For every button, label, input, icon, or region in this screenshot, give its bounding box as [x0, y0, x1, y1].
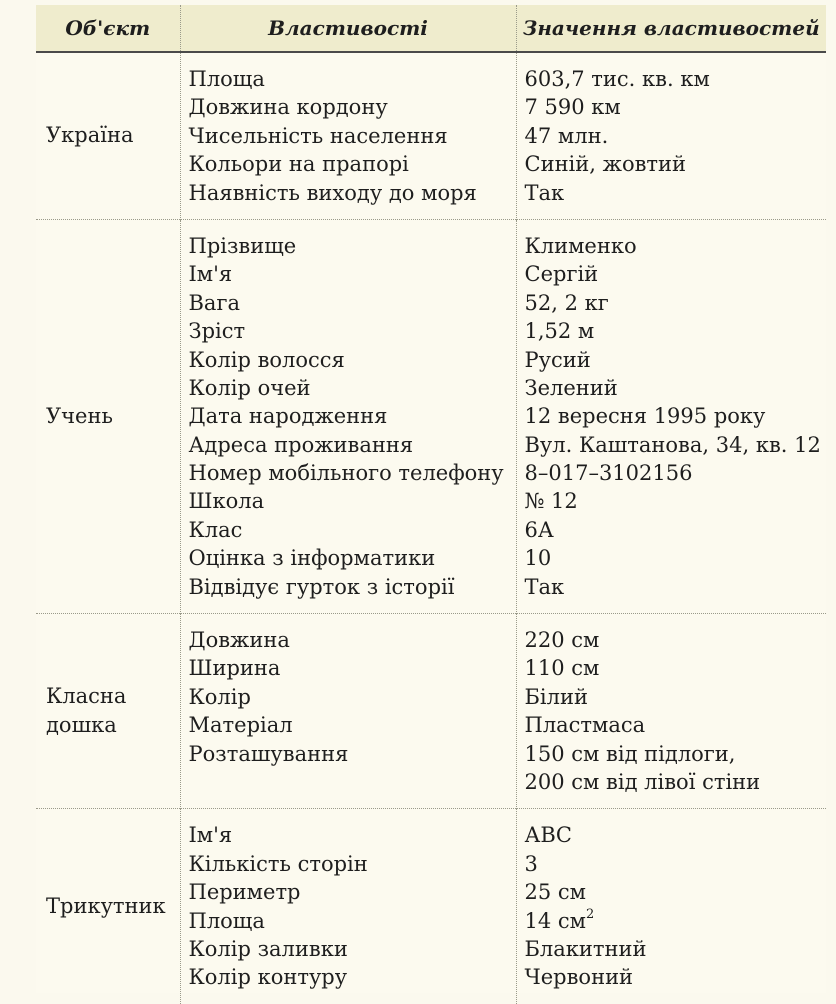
- property-value-text: 25 см: [524, 880, 586, 905]
- property-name: Кольори на прапорі: [188, 152, 409, 177]
- property-value-text: Так: [524, 180, 565, 205]
- property-name: Оцінка з інформатики: [188, 546, 436, 571]
- property-value-text: Русий: [524, 347, 591, 372]
- property-name: Колір заливки: [188, 936, 348, 961]
- property-value-text: 12 вересня 1995 року: [524, 404, 766, 429]
- property-value: [525, 544, 827, 572]
- property-value-text: Білий: [524, 684, 588, 709]
- property-name: Дата народження: [188, 404, 388, 429]
- property-value: [525, 431, 827, 459]
- object-cell: [36, 52, 180, 219]
- property-name: Зріст: [188, 319, 246, 344]
- property-name: Периметр: [188, 880, 301, 905]
- property-value: [525, 150, 827, 178]
- properties-table-page: [36, 5, 826, 993]
- property-value: [525, 346, 827, 374]
- property-value-text: 200 см від лівої стіни: [524, 769, 761, 794]
- object-properties-table: [36, 5, 826, 1004]
- properties-cell: [180, 52, 516, 219]
- property-name: Наявність виходу до моря: [188, 180, 477, 205]
- property-value-text: Пластмаса: [524, 713, 646, 738]
- property-value-text: Блакитний: [524, 936, 647, 961]
- table-row: [36, 52, 826, 219]
- property-value: [525, 768, 827, 796]
- property-name: Площа: [188, 908, 265, 933]
- property-value: [525, 683, 827, 711]
- property-name: Кількість сторін: [188, 851, 368, 876]
- property-value-text: 14 см: [524, 908, 586, 933]
- property-value: [525, 402, 827, 430]
- property-value: [525, 654, 827, 682]
- header-properties: Властивості: [180, 5, 516, 52]
- property-name: Клас: [188, 517, 243, 542]
- header-object: Об'єкт: [36, 5, 180, 52]
- property-value-text: 110 см: [524, 656, 600, 681]
- object-name: Трикутник: [46, 894, 166, 919]
- property-value: [525, 317, 827, 345]
- property-value: [525, 289, 827, 317]
- object-cell: [36, 219, 180, 613]
- property-value: [525, 821, 827, 849]
- property-value: [525, 374, 827, 402]
- property-value-text: 10: [524, 546, 552, 571]
- property-value: [525, 179, 827, 207]
- property-name: Колір очей: [188, 375, 311, 400]
- values-cell: [516, 219, 826, 613]
- property-value-text: Вул. Каштанова, 34, кв. 12: [524, 432, 821, 457]
- property-value-text: 8–017–3102156: [524, 461, 693, 486]
- property-value: [525, 963, 827, 991]
- property-value-text: № 12: [524, 489, 578, 514]
- table-row: [36, 809, 826, 1004]
- property-name: Колір: [188, 684, 251, 709]
- object-name: Україна: [46, 123, 134, 148]
- table-body: [36, 52, 826, 1004]
- property-name: Ім'я: [188, 262, 233, 287]
- property-name: Колір контуру: [188, 965, 348, 990]
- property-value: [525, 907, 827, 935]
- property-name: Довжина кордону: [188, 95, 388, 120]
- property-value-text: Синій, жовтий: [524, 152, 687, 177]
- property-value-text: АВС: [524, 823, 572, 848]
- property-name: Прізвище: [188, 233, 297, 258]
- property-value: [525, 65, 827, 93]
- property-value: [525, 740, 827, 768]
- property-value: [525, 626, 827, 654]
- property-value-text: 1,52 м: [524, 319, 595, 344]
- property-value: [525, 711, 827, 739]
- property-value-text: 52, 2 кг: [524, 290, 609, 315]
- property-value: [525, 260, 827, 288]
- property-value: [525, 850, 827, 878]
- property-value: [525, 93, 827, 121]
- property-name: Матеріал: [188, 713, 293, 738]
- values-cell: [516, 52, 826, 219]
- property-value: [525, 878, 827, 906]
- property-value: [525, 459, 827, 487]
- object-name: Класна: [46, 684, 127, 709]
- property-name: Ширина: [188, 656, 281, 681]
- property-value-text: Зелений: [524, 375, 618, 400]
- property-name: Колір волосся: [188, 347, 345, 372]
- table-row: [36, 614, 826, 809]
- property-name: Довжина: [188, 628, 290, 653]
- property-name: Вага: [188, 290, 240, 315]
- values-cell: [516, 809, 826, 1004]
- property-value-text: 6А: [524, 517, 554, 542]
- property-value-text: Сергій: [524, 262, 599, 287]
- header-values: Значення властивостей: [516, 5, 826, 52]
- values-cell: [516, 614, 826, 809]
- property-name: Чисельність населення: [188, 123, 448, 148]
- property-name: Адреса проживання: [188, 432, 414, 457]
- object-name: дошка: [46, 713, 117, 738]
- object-cell: [36, 614, 180, 809]
- property-name: Відвідує гурток з історії: [188, 574, 455, 599]
- property-name: Розташування: [188, 741, 349, 766]
- property-value-text: Червоний: [524, 965, 634, 990]
- object-cell: [36, 809, 180, 1004]
- table-row: [36, 219, 826, 613]
- property-value: [525, 122, 827, 150]
- superscript: 2: [586, 906, 595, 922]
- property-value: [525, 935, 827, 963]
- properties-cell: [180, 809, 516, 1004]
- property-name: Номер мобільного телефону: [188, 461, 504, 486]
- property-value-text: 3: [524, 851, 538, 876]
- table-header-row: [36, 5, 826, 52]
- property-value: [525, 487, 827, 515]
- property-value-text: Клименко: [524, 233, 637, 258]
- property-value: [525, 516, 827, 544]
- property-value: [525, 573, 827, 601]
- property-value-text: 7 590 км: [524, 95, 621, 120]
- property-value-text: 603,7 тис. кв. км: [524, 67, 710, 91]
- property-value-text: 150 см від підлоги,: [524, 741, 736, 766]
- property-value-text: 220 см: [524, 628, 600, 653]
- properties-cell: [180, 614, 516, 809]
- property-value: [525, 232, 827, 260]
- property-name: Школа: [188, 489, 265, 514]
- properties-cell: [180, 219, 516, 613]
- property-value-text: 47 млн.: [524, 123, 609, 148]
- object-name: Учень: [46, 403, 113, 428]
- property-value-text: Так: [524, 574, 565, 599]
- property-name: Площа: [188, 67, 265, 91]
- property-name: Ім'я: [188, 823, 233, 848]
